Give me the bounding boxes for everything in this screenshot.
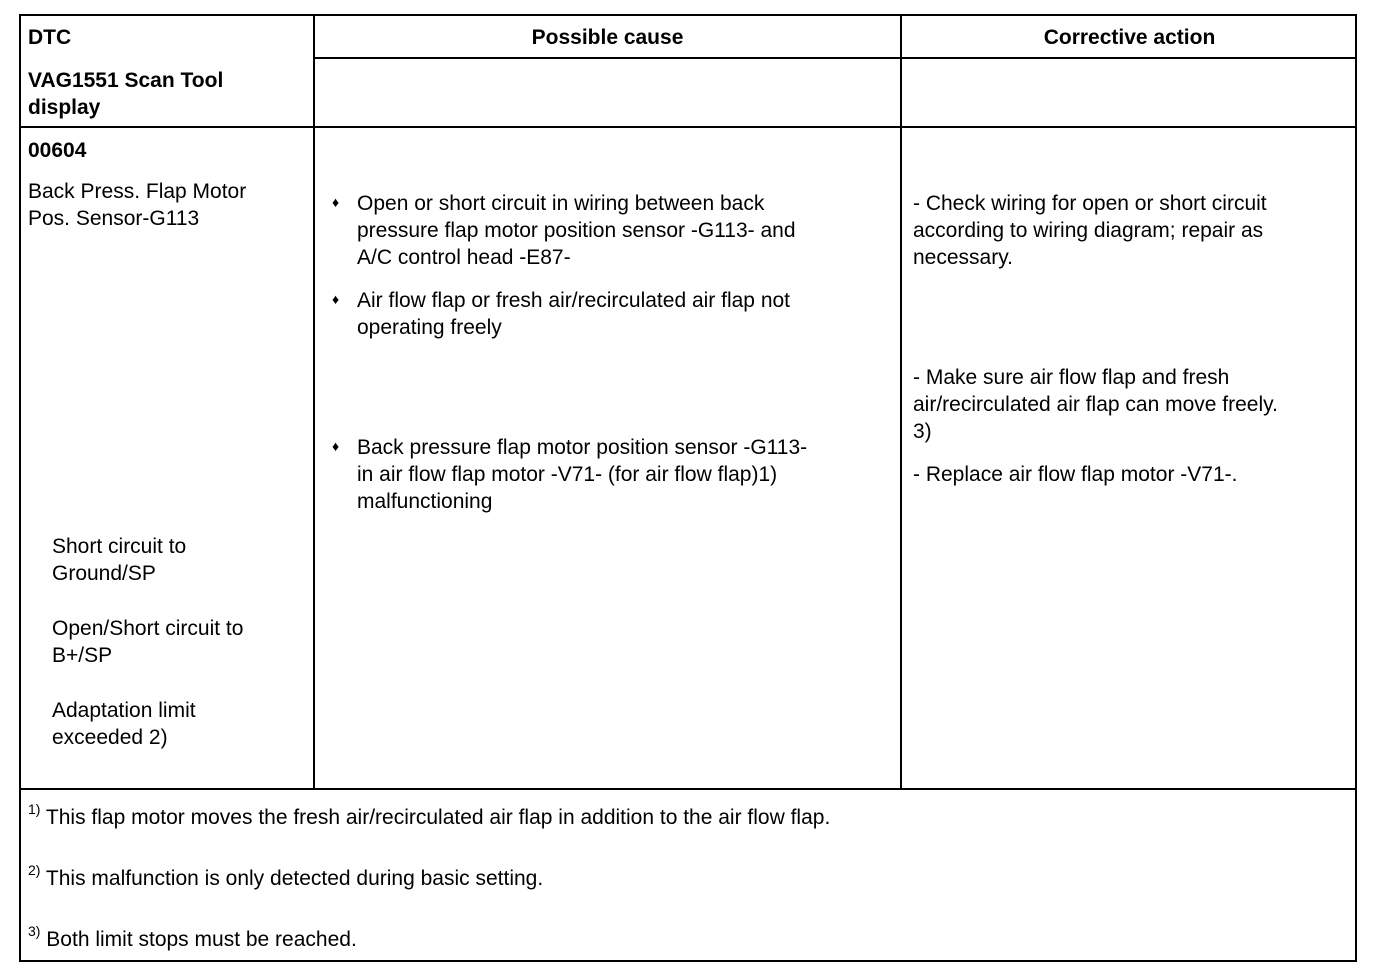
cause-line: malfunctioning xyxy=(357,490,493,513)
cause-line: in air flow flap motor -V71- (for air flow flap)1) xyxy=(357,463,778,486)
header-scan-tool-display: VAG1551 Scan Tool xyxy=(28,69,224,92)
footnote-marker: 1) xyxy=(28,801,41,817)
footnote-text: Both limit stops must be reached. xyxy=(46,928,357,951)
cause-line: Open or short circuit in wiring between back xyxy=(357,192,765,215)
footnote-text: This flap motor moves the fresh air/recirculated air flap in addition to the air flow flap. xyxy=(45,806,831,829)
footnote xyxy=(28,923,357,953)
dtc-name: Back Press. Flap Motor xyxy=(28,180,247,203)
cause-line: Back pressure flap motor position sensor -G113- xyxy=(357,436,808,459)
header-corrective-action: Corrective action xyxy=(1043,26,1216,49)
bullet-icon: ♦ xyxy=(332,291,340,307)
column-divider xyxy=(900,14,902,789)
footnote-marker: 3) xyxy=(28,923,41,939)
action-line: - Make sure air flow flap and fresh xyxy=(913,366,1230,389)
column-divider xyxy=(313,14,315,789)
action-line: according to wiring diagram; repair as xyxy=(913,219,1264,242)
action-line: - Replace air flow flap motor -V71-. xyxy=(913,463,1238,486)
dtc-code: 00604 xyxy=(28,139,87,162)
footnote-marker: 2) xyxy=(28,862,41,878)
fault-type: exceeded 2) xyxy=(52,726,168,749)
cause-line: Air flow flap or fresh air/recirculated air flap not xyxy=(357,289,791,312)
cause-line: A/C control head -E87- xyxy=(357,246,571,269)
action-line: - Check wiring for open or short circuit xyxy=(913,192,1267,215)
row-divider xyxy=(19,126,1357,128)
action-line: necessary. xyxy=(913,246,1013,269)
bullet-icon: ♦ xyxy=(332,438,340,454)
footnote xyxy=(28,801,831,831)
dtc-name: Pos. Sensor-G113 xyxy=(28,207,200,230)
fault-type: B+/SP xyxy=(52,644,113,667)
action-line: air/recirculated air flap can move freely. xyxy=(913,393,1278,416)
row-divider xyxy=(313,57,1357,59)
action-line: 3) xyxy=(913,420,932,443)
header-possible-cause: Possible cause xyxy=(531,26,684,49)
header-scan-tool-display: display xyxy=(28,96,101,119)
row-divider xyxy=(19,788,1357,790)
fault-type: Open/Short circuit to xyxy=(52,617,244,640)
header-dtc: DTC xyxy=(28,26,72,49)
fault-type: Adaptation limit xyxy=(52,699,196,722)
footnote xyxy=(28,862,544,892)
fault-type: Ground/SP xyxy=(52,562,156,585)
footnote-text: This malfunction is only detected during basic setting. xyxy=(45,867,544,890)
fault-type: Short circuit to xyxy=(52,535,187,558)
cause-line: operating freely xyxy=(357,316,502,339)
bullet-icon: ♦ xyxy=(332,194,340,210)
cause-line: pressure flap motor position sensor -G113- and xyxy=(357,219,796,242)
